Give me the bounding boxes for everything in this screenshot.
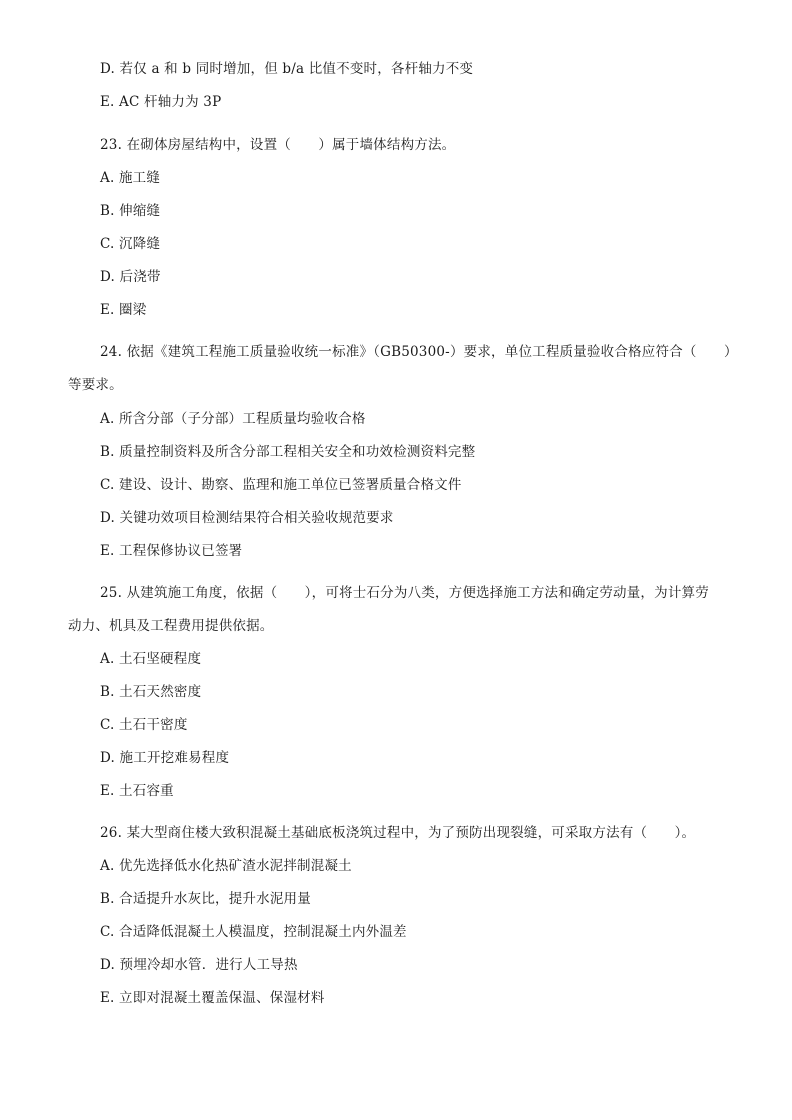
option-letter: A.	[100, 858, 115, 874]
option-e-q23	[100, 301, 146, 319]
option-c-q24	[100, 476, 462, 494]
option-text: 圈梁	[119, 302, 147, 318]
option-d-q22	[100, 60, 473, 78]
option-d-q24	[100, 509, 394, 527]
option-c-q26	[100, 923, 407, 941]
question-25-stem-continued: 动力、机具及工程费用提供依据。	[68, 618, 274, 634]
question-23-stem	[100, 136, 455, 154]
option-text: 土石干密度	[119, 717, 188, 733]
option-letter: E.	[100, 94, 115, 110]
option-letter: D.	[100, 61, 116, 77]
option-text: 土石容重	[119, 783, 174, 799]
question-24-stem	[100, 343, 738, 361]
question-text: 依据《建筑工程施工质量验收统一标准》（GB50300-）要求，单位工程质量验收合格应符合（ ）	[126, 344, 738, 360]
option-text: AC 杆轴力为 3P	[119, 94, 222, 110]
option-text: 施工开挖难易程度	[119, 750, 230, 766]
option-text: 优先选择低水化热矿渣水泥拌制混凝土	[118, 858, 352, 874]
option-text: 立即对混凝土覆盖保温、保湿材料	[119, 990, 325, 1006]
option-text: 土石坚硬程度	[118, 651, 202, 667]
option-e-q25	[100, 782, 174, 800]
option-e-q24	[100, 542, 242, 560]
option-text: 沉降缝	[119, 236, 161, 252]
question-number: 25.	[100, 585, 123, 601]
option-letter: C.	[100, 477, 115, 493]
option-letter: C.	[100, 236, 115, 252]
option-letter: E.	[100, 990, 115, 1006]
option-b-q25	[100, 683, 201, 701]
option-letter: D.	[100, 510, 116, 526]
option-c-q25	[100, 716, 188, 734]
option-text: 伸缩缝	[119, 203, 161, 219]
option-b-q26	[100, 890, 311, 908]
option-letter: E.	[100, 302, 115, 318]
option-letter: B.	[100, 203, 115, 219]
option-a-q24	[100, 410, 366, 428]
question-text: 从建筑施工角度，依据（ ），可将士石分为八类，方便选择施工方法和确定劳动量，为计算劳	[126, 585, 709, 601]
option-text: 建设、设计、勘察、监理和施工单位已签署质量合格文件	[119, 477, 462, 493]
option-letter: B.	[100, 891, 115, 907]
option-text: 所含分部（子分部）工程质量均验收合格	[118, 411, 366, 427]
option-e-q26	[100, 989, 325, 1007]
option-c-q23	[100, 235, 160, 253]
question-number: 24.	[100, 344, 123, 360]
question-text: 某大型商住楼大致积混凝土基础底板浇筑过程中，为了预防出现裂缝，可采取方法有（ ）。	[126, 825, 696, 841]
option-letter: C.	[100, 924, 115, 940]
option-text: 质量控制资料及所含分部工程相关安全和功效检测资料完整	[119, 444, 476, 460]
option-b-q23	[100, 202, 160, 220]
option-a-q23	[100, 169, 160, 187]
option-letter: D.	[100, 269, 116, 285]
option-letter: E.	[100, 543, 115, 559]
option-e-q22	[100, 93, 221, 111]
option-letter: D.	[100, 957, 116, 973]
option-b-q24	[100, 443, 475, 461]
option-text: 预埋冷却水管．进行人工导热	[119, 957, 298, 973]
question-number: 23.	[100, 137, 123, 153]
option-text: 若仅 a 和 b 同时增加，但 b/a 比值不变时，各杆轴力不变	[119, 61, 474, 77]
option-text: 施工缝	[118, 170, 161, 186]
option-letter: C.	[100, 717, 115, 733]
question-number: 26.	[100, 825, 123, 841]
option-a-q25	[100, 650, 201, 668]
option-letter: A.	[100, 411, 115, 427]
option-text: 土石天然密度	[119, 684, 202, 700]
option-a-q26	[100, 857, 352, 875]
option-d-q23	[100, 268, 161, 286]
option-letter: A.	[100, 170, 115, 186]
option-d-q25	[100, 749, 229, 767]
question-text: 在砌体房屋结构中，设置（ ）属于墙体结构方法。	[126, 137, 456, 153]
option-text: 合适降低混凝土人模温度，控制混凝土内外温差	[119, 924, 407, 940]
option-letter: B.	[100, 444, 115, 460]
option-text: 关键功效项目检测结果符合相关验收规范要求	[119, 510, 394, 526]
option-text: 工程保修协议已签署	[119, 543, 243, 559]
option-letter: D.	[100, 750, 116, 766]
option-letter: A.	[100, 651, 115, 667]
option-letter: E.	[100, 783, 115, 799]
question-26-stem	[100, 824, 695, 842]
question-24-stem-continued: 等要求。	[68, 377, 123, 393]
option-letter: B.	[100, 684, 115, 700]
option-d-q26	[100, 956, 298, 974]
question-25-stem	[100, 584, 709, 602]
option-text: 后浇带	[119, 269, 161, 285]
option-text: 合适提升水灰比，提升水泥用量	[119, 891, 311, 907]
